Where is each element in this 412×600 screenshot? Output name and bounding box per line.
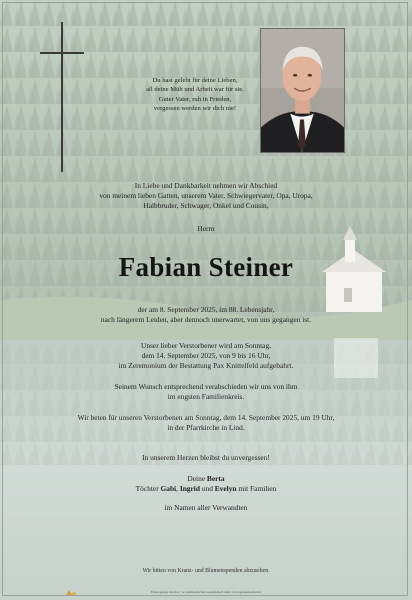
viewing-info bbox=[20, 341, 392, 372]
farewell-wish bbox=[20, 382, 392, 402]
death-line: nach längerem Leiden, aber dennoch unerwartet, von uns gegangen ist. bbox=[100, 315, 312, 325]
salutation-text: Herrn bbox=[197, 224, 215, 233]
family-signature bbox=[20, 474, 392, 494]
prayer-line: in der Pfarrkirche in Lind. bbox=[167, 423, 245, 433]
poem-line: all deine Müh und Arbeit war für sie. bbox=[146, 86, 244, 94]
family-wife-line: Deine Berta bbox=[187, 474, 225, 483]
cross-icon bbox=[40, 22, 84, 172]
wish-line: Seinem Wunsch entsprechend verabschieden wir uns von ihm bbox=[114, 382, 298, 391]
poem-line: Guter Vater, ruh in Frieden, bbox=[158, 95, 232, 103]
intro-text bbox=[20, 181, 392, 212]
death-line: der am 8. September 2025, im 88. Lebensjahr, bbox=[137, 305, 275, 314]
death-notice bbox=[20, 305, 392, 325]
intro-line: von meinem lieben Gatten, unserem Vater, Schwiegervater, Opa, Uropa, bbox=[99, 191, 313, 201]
wish-line: im engsten Familienkreis. bbox=[167, 392, 245, 402]
deceased-name: Fabian Steiner bbox=[118, 252, 294, 282]
memory-text: In unserem Herzen bleibst du unvergessen! bbox=[142, 453, 270, 462]
viewing-line: dem 14. September 2025, von 9 bis 16 Uhr, bbox=[141, 351, 271, 361]
closing-line bbox=[20, 503, 392, 513]
flowers-note: Wir bitten von Kranz- und Blumenspenden abzusehen. bbox=[142, 568, 270, 574]
intro-line: Halbbruder, Schwager, Onkel und Cousin, bbox=[143, 201, 269, 211]
memorial-poem bbox=[120, 76, 270, 114]
fine-print: Entsorgungs-Service · so elektronisches Gedenkbuch unter www.gedenkseiten.at bbox=[151, 590, 261, 594]
viewing-line: Unser lieber Verstorbener wird am Sonntag, bbox=[141, 341, 271, 350]
daughter-name: Evelyn bbox=[214, 484, 237, 494]
daughter-name: Ingrid bbox=[179, 484, 200, 494]
poem-line: vergessen werden wir dich nie! bbox=[153, 105, 237, 113]
poem-line: Du hast gelebt für deine Lieben, bbox=[152, 77, 238, 84]
salutation bbox=[20, 224, 392, 234]
daughter-name: Gabi bbox=[160, 484, 177, 494]
portrait-photo bbox=[260, 28, 345, 153]
prayer-line: Wir beten für unseren Verstorbenen am Sonntag, dem 14. September 2025, um 19 Uhr, bbox=[77, 413, 335, 422]
prayer-info bbox=[20, 413, 392, 433]
viewing-line: im Zeremonium der Bestattung Pax Knittelfeld aufgebahrt. bbox=[118, 361, 294, 371]
intro-line: In Liebe und Dankbarkeit nehmen wir Abschied bbox=[134, 181, 278, 190]
family-daughters-line: Töchter Gabi, Ingrid und Evelyn mit Familien bbox=[135, 484, 277, 494]
wife-name: Berta bbox=[206, 474, 225, 483]
closing-text: im Namen aller Verwandten bbox=[164, 503, 248, 512]
memory-line bbox=[20, 453, 392, 463]
